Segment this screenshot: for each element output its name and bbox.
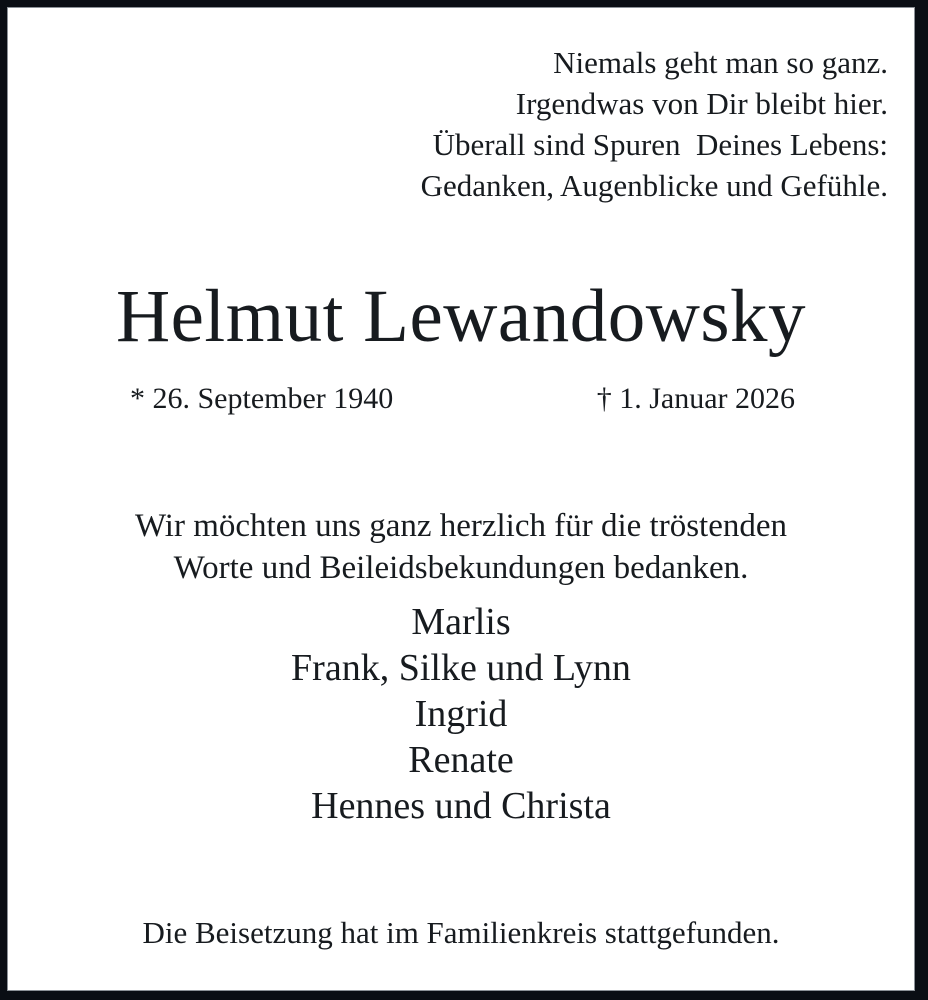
mourner-name: Ingrid bbox=[414, 693, 508, 735]
mourner-name: Frank, Silke und Lynn bbox=[291, 647, 631, 689]
poem-line: Gedanken, Augenblicke und Gefühle. bbox=[420, 168, 888, 203]
acknowledgement-text bbox=[18, 505, 904, 589]
birth-date: * 26. September 1940 bbox=[130, 382, 394, 415]
obituary-card bbox=[7, 7, 915, 991]
mourner-name: Renate bbox=[408, 739, 514, 781]
poem-line: Irgendwas von Dir bleibt hier. bbox=[515, 86, 888, 121]
mourners-list bbox=[18, 599, 904, 829]
poem-line: Überall sind Spuren Deines Lebens: bbox=[432, 127, 888, 162]
acknowledgement-line: Wir möchten uns ganz herzlich für die tröstenden bbox=[134, 508, 788, 544]
mourner-name: Marlis bbox=[411, 601, 511, 643]
life-dates-row bbox=[130, 381, 795, 417]
epitaph-poem bbox=[8, 42, 888, 206]
poem-line: Niemals geht man so ganz. bbox=[553, 45, 888, 80]
death-date: † 1. Januar 2026 bbox=[596, 382, 795, 415]
mourner-name: Hennes und Christa bbox=[311, 785, 611, 827]
burial-note: Die Beisetzung hat im Familienkreis stattgefunden. bbox=[142, 915, 780, 950]
deceased-name: Helmut Lewandowsky bbox=[115, 275, 807, 358]
acknowledgement-line: Worte und Beileidsbekundungen bedanken. bbox=[173, 550, 749, 586]
